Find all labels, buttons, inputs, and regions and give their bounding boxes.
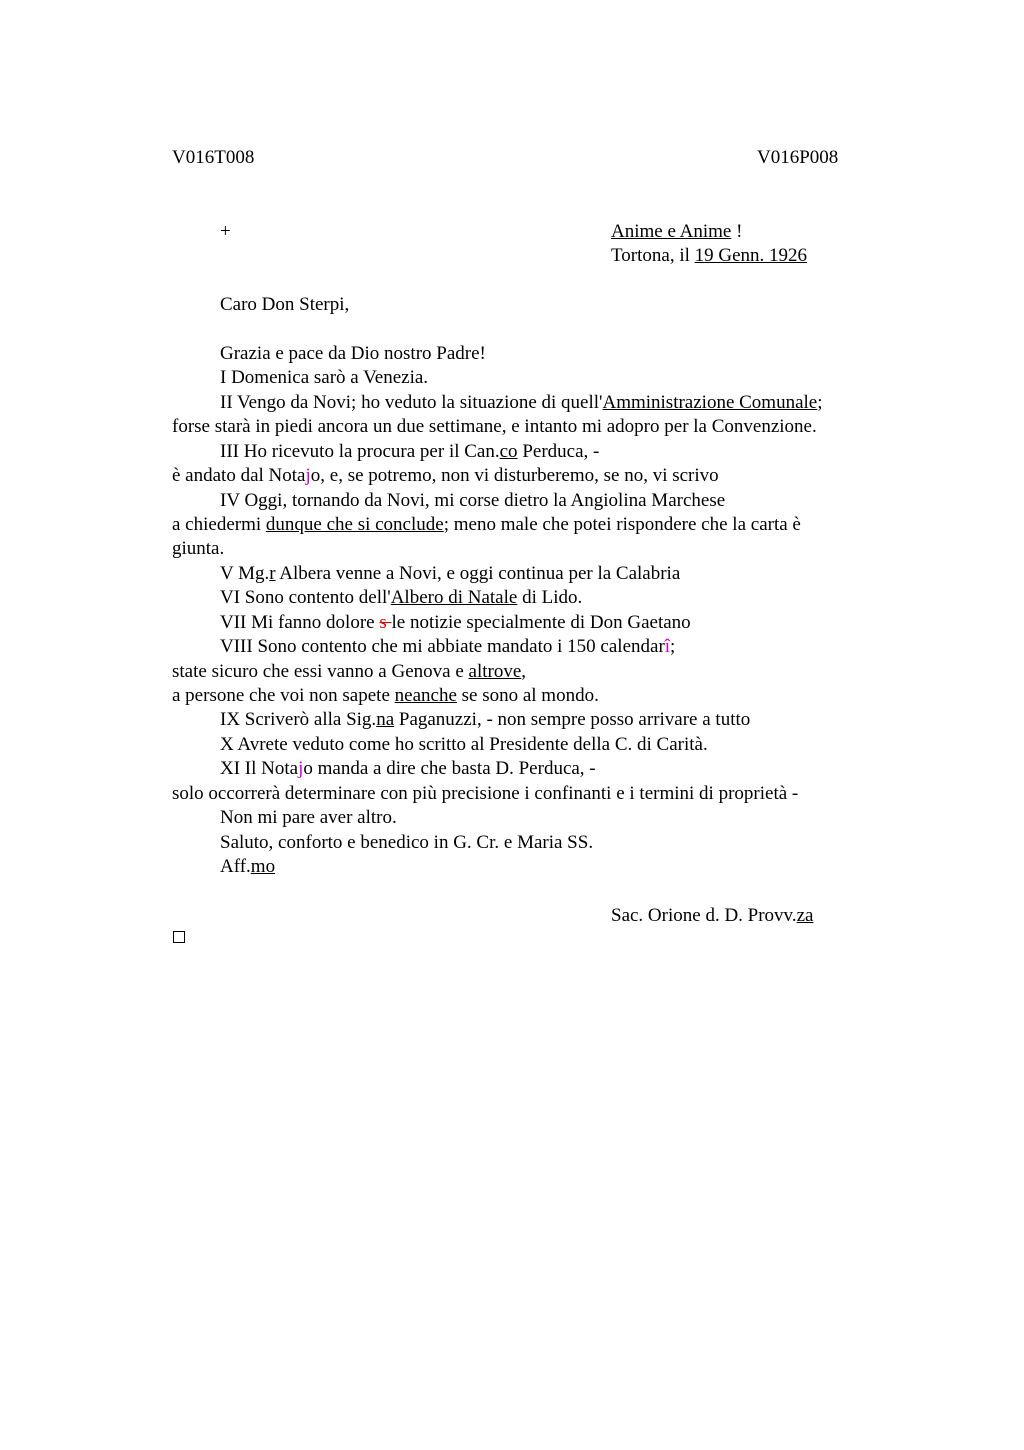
letter-line <box>220 562 680 586</box>
highlighted-letter: î <box>664 636 671 657</box>
line-text: III Ho ricevuto la procura per il Can. <box>220 441 500 462</box>
underlined-text: mo <box>250 856 276 877</box>
right-code: V016P008 <box>757 147 839 168</box>
letter-line <box>220 635 675 659</box>
highlighted-letter: j <box>305 465 311 486</box>
line-text: Perduca, - <box>517 441 600 462</box>
underlined-text: co <box>499 441 518 462</box>
cross-mark: + <box>220 221 231 242</box>
line-text: II Vengo da Novi; ho veduto la situazione di quell' <box>220 392 603 413</box>
line-text: VII Mi fanno dolore <box>220 612 380 633</box>
motto-text: Anime e Anime <box>611 221 732 242</box>
line-text: a chiedermi <box>172 514 266 535</box>
letter-line <box>220 757 596 781</box>
highlighted-letter: j <box>298 758 304 779</box>
letter-line <box>220 586 582 610</box>
line-text: di Lido. <box>517 587 583 608</box>
signature-text: Sac. Orione d. D. Provv. <box>611 905 797 926</box>
letter-line <box>220 440 599 464</box>
underlined-text: za <box>796 905 814 926</box>
underlined-text: Albero di Natale <box>390 587 518 608</box>
letter-line <box>172 464 719 488</box>
struck-text: s <box>379 612 392 633</box>
line-text: Aff. <box>220 856 251 877</box>
letter-line: Non mi pare aver altro. <box>220 807 397 828</box>
line-text: XI Il Nota <box>220 758 299 779</box>
line-text: le notizie specialmente di Don Gaetano <box>391 612 691 633</box>
letter-line <box>172 684 599 708</box>
letter-line <box>220 391 823 415</box>
line-text: o manda a dire che basta D. Perduca, - <box>303 758 596 779</box>
line-text: ; meno male che potei rispondere che la carta è <box>443 514 801 535</box>
line-text: , <box>521 661 527 682</box>
letter-line <box>220 708 750 732</box>
salutation: Caro Don Sterpi, <box>220 294 350 315</box>
line-text: V Mg. <box>220 563 270 584</box>
letter-line: solo occorrerà determinare con più precisione i confinanti e i termini di proprietà - <box>172 783 799 804</box>
line-text: state sicuro che essi vanno a Genova e <box>172 661 469 682</box>
motto-exclamation: ! <box>731 221 743 242</box>
line-text: VIII Sono contento che mi abbiate mandato i 150 calendar <box>220 636 665 657</box>
motto <box>611 220 742 244</box>
letter-line: forse starà in piedi ancora un due settimane, e intanto mi adopro per la Convenzione. <box>172 416 817 437</box>
letter-line <box>220 611 691 635</box>
line-text: ; <box>670 636 676 657</box>
dateline-place: Tortona, il <box>611 245 695 266</box>
line-text: o, e, se potremo, non vi disturberemo, se no, vi scrivo <box>310 465 719 486</box>
underlined-text: Amministrazione Comunale <box>602 392 818 413</box>
letter-line: I Domenica sarò a Venezia. <box>220 367 429 388</box>
end-box-icon <box>173 931 185 943</box>
closing <box>220 855 275 879</box>
line-text: se sono al mondo. <box>456 685 599 706</box>
line-text: IX Scriverò alla Sig. <box>220 709 377 730</box>
letter-line: IV Oggi, tornando da Novi, mi corse dietro la Angiolina Marchese <box>220 490 726 511</box>
letter-line: X Avrete veduto come ho scritto al Presidente della C. di Carità. <box>220 734 708 755</box>
line-text: Paganuzzi, - non sempre posso arrivare a tutto <box>394 709 751 730</box>
underlined-text: dunque che si conclude <box>265 514 444 535</box>
dateline-date: 19 Genn. 1926 <box>694 245 808 266</box>
line-text: Albera venne a Novi, e oggi continua per la Calabria <box>275 563 681 584</box>
underlined-text: neanche <box>394 685 457 706</box>
greeting: Grazia e pace da Dio nostro Padre! <box>220 343 486 364</box>
letter-line: giunta. <box>172 538 225 559</box>
underlined-text: na <box>376 709 395 730</box>
line-text: ; <box>817 392 823 413</box>
signature <box>611 904 813 928</box>
letter-line: Saluto, conforto e benedico in G. Cr. e Maria SS. <box>220 832 594 853</box>
letter-line <box>172 660 526 684</box>
dateline <box>611 244 807 268</box>
letter-line <box>172 513 801 537</box>
underlined-text: r <box>269 563 276 584</box>
line-text: a persone che voi non sapete <box>172 685 395 706</box>
underlined-text: altrove <box>468 661 522 682</box>
line-text: è andato dal Nota <box>172 465 306 486</box>
line-text: VI Sono contento dell' <box>220 587 391 608</box>
left-code: V016T008 <box>172 147 255 168</box>
